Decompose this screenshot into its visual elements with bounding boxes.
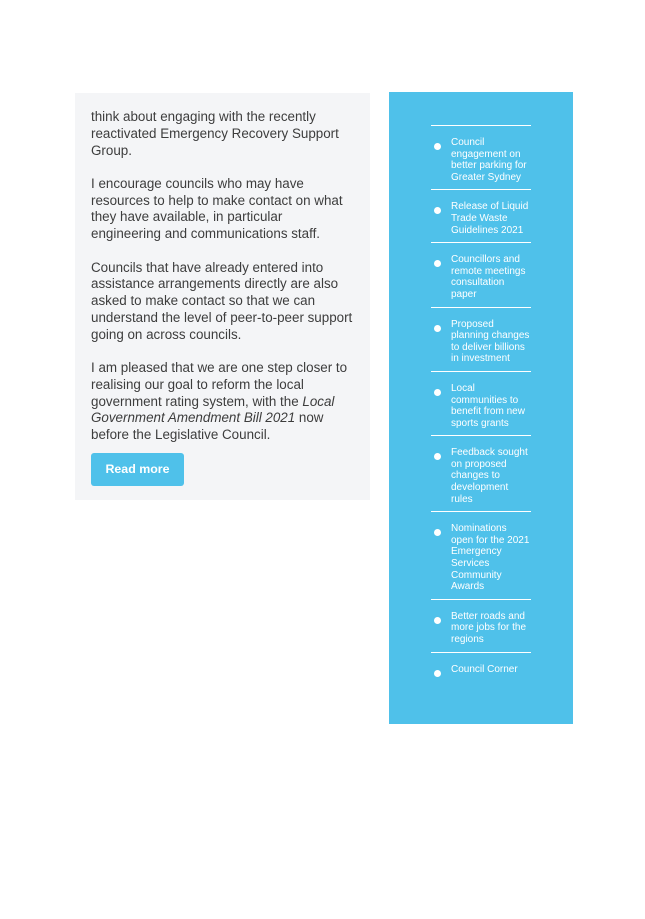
bullet-icon xyxy=(434,453,441,460)
sidebar-item-council-corner[interactable] xyxy=(431,652,531,682)
sidebar-item-planning-changes[interactable] xyxy=(431,307,531,371)
paragraph-text-after: now before the Legislative Council. xyxy=(91,410,324,443)
bullet-icon xyxy=(434,670,441,677)
sidebar-item-parking[interactable] xyxy=(431,125,531,189)
read-more-button[interactable]: Read more xyxy=(91,453,184,486)
sidebar-list xyxy=(389,125,573,681)
bullet-icon xyxy=(434,325,441,332)
article-panel xyxy=(75,93,370,500)
sidebar-item-label: Release of Liquid Trade Waste Guidelines 2021 xyxy=(451,201,529,236)
sidebar-item-label: Local communities to benefit from new sports grants xyxy=(451,382,525,429)
article-paragraph-2: I encourage councils who may have resources to help to make contact on what they have available, in particular engineering and communications staff. xyxy=(91,175,343,242)
article-paragraph-3: Councils that have already entered into assistance arrangements directly are also asked to make contact so that we can understand the level of peer-to-peer support going on across councils. xyxy=(91,259,353,342)
sidebar-item-remote-meetings[interactable] xyxy=(431,242,531,306)
sidebar-item-trade-waste[interactable] xyxy=(431,189,531,242)
bullet-icon xyxy=(434,617,441,624)
sidebar-item-label: Council engagement on better parking for Greater Sydney xyxy=(451,137,527,183)
sidebar-item-label: Feedback sought on proposed changes to development rules xyxy=(451,447,528,505)
sidebar-item-emergency-awards[interactable] xyxy=(431,511,531,599)
bullet-icon xyxy=(434,260,441,267)
sidebar-item-label: Councillors and remote meetings consultation paper xyxy=(451,254,526,300)
article-paragraph-1: think about engaging with the recently reactivated Emergency Recovery Support Group. xyxy=(91,109,339,158)
sidebar-item-label: Proposed planning changes to deliver billions in investment xyxy=(451,318,530,365)
article-paragraph-4 xyxy=(91,360,354,444)
sidebar-item-development-rules[interactable] xyxy=(431,435,531,511)
bullet-icon xyxy=(434,207,441,214)
sidebar-news-list xyxy=(389,92,573,724)
bullet-icon xyxy=(434,529,441,536)
paragraph-text-before: I am pleased that we are one step closer to realising our goal to reform the local government rating system, with the xyxy=(91,360,348,409)
sidebar-item-sports-grants[interactable] xyxy=(431,371,531,435)
sidebar-item-label: Better roads and more jobs for the regions xyxy=(451,610,527,645)
sidebar-item-label: Council Corner xyxy=(451,663,518,675)
sidebar-item-label: Nominations open for the 2021 Emergency Services Community Awards xyxy=(451,523,530,593)
bullet-icon xyxy=(434,389,441,396)
bill-name-emphasis: Local Government Amendment Bill 2021 xyxy=(91,393,335,426)
bullet-icon xyxy=(434,143,441,150)
sidebar-item-roads-jobs[interactable] xyxy=(431,599,531,652)
